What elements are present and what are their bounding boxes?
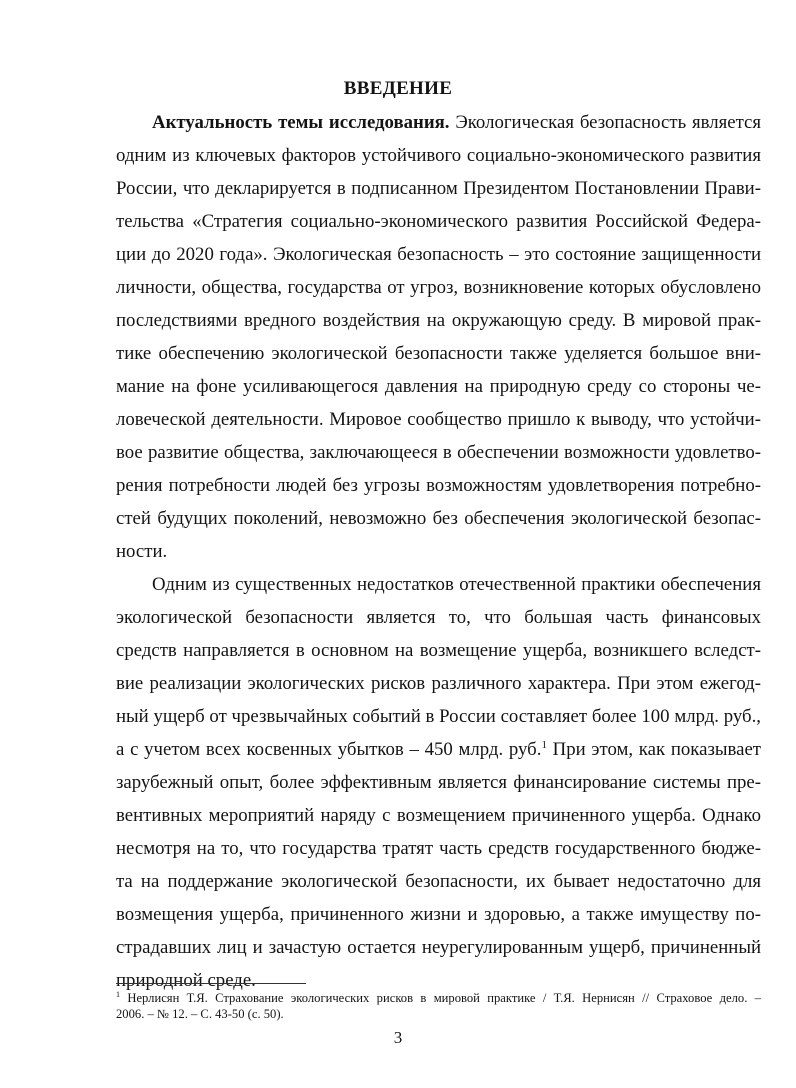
footnote-line-1: [116, 990, 761, 1006]
paragraph-1-line-13: стей будущих поколений, невозможно без обеспечения экологической безопас-: [116, 508, 761, 529]
paragraph-text: а с учетом всех косвенных убытков – 450 млрд. руб.: [116, 739, 542, 760]
section-heading: ВВЕДЕНИЕ: [343, 78, 453, 99]
footnote-divider: [116, 983, 306, 984]
paragraph-2-line-4: вие реализации экологических рисков различного характера. При этом ежегод-: [116, 673, 761, 694]
paragraph-1-line-4: тельства «Стратегия социально-экономического развития Российской Федера-: [116, 211, 761, 232]
paragraph-1-line-6: личности, общества, государства от угроз, возникновение которых обусловлено: [116, 277, 761, 298]
paragraph-1-line-5: ции до 2020 года». Экологическая безопасность – это состояние защищенности: [116, 244, 761, 265]
paragraph-1-line-14: ности.: [116, 541, 168, 562]
footnote-line-2: 2006. – № 12. – С. 43-50 (с. 50).: [116, 1007, 284, 1021]
paragraph-1-line-9: мание на фоне усиливающегося давления на природную среду со стороны че-: [116, 376, 761, 397]
paragraph-2-line-6: [116, 738, 761, 762]
paragraph-1-line-8: тике обеспечению экологической безопасности также уделяется большое вни-: [116, 343, 761, 364]
paragraph-1-line-11: вое развитие общества, заключающееся в обеспечении возможности удовлетво-: [116, 442, 761, 463]
paragraph-lead: Актуальность темы исследования.: [152, 112, 450, 133]
paragraph-1-line-12: рения потребности людей без угрозы возможностям удовлетворения потребно-: [116, 475, 761, 496]
paragraph-2-line-10: та на поддержание экологической безопасности, их бывает недостаточно для: [116, 871, 761, 892]
paragraph-2-line-2: экологической безопасности является то, что большая часть финансовых: [116, 607, 761, 628]
paragraph-2-line-13: природной среде.: [116, 970, 256, 991]
paragraph-1-line-1: [152, 111, 761, 135]
footnote-marker: 1: [116, 990, 120, 999]
paragraph-1-line-10: ловеческой деятельности. Мировое сообщество пришло к выводу, что устойчи-: [116, 409, 761, 430]
paragraph-2-line-5: ный ущерб от чрезвычайных событий в России составляет более 100 млрд. руб.,: [116, 706, 761, 727]
paragraph-2-line-8: вентивных мероприятий наряду с возмещением причиненного ущерба. Однако: [116, 805, 761, 826]
paragraph-text: Экологическая безопасность является: [449, 112, 761, 133]
footnote-reference[interactable]: 1: [541, 739, 547, 751]
paragraph-2-line-9: несмотря на то, что государства тратят часть средств государственного бюдже-: [116, 838, 761, 859]
page-number: 3: [393, 1028, 403, 1047]
paragraph-1-line-2: одним из ключевых факторов устойчивого социально-экономического развития: [116, 145, 761, 166]
paragraph-1-line-3: России, что декларируется в подписанном Президентом Постановлении Прави-: [116, 178, 761, 199]
paragraph-2-line-11: возмещения ущерба, причиненного жизни и здоровью, а также имуществу по-: [116, 904, 761, 925]
footnote-text: Нерлисян Т.Я. Страхование экологических рисков в мировой практике / Т.Я. Нернисян // Страховое дело. –: [120, 991, 761, 1005]
paragraph-text-tail: При этом, как показывает: [546, 739, 761, 760]
paragraph-1-line-7: последствиями вредного воздействия на окружающую среду. В мировой прак-: [116, 310, 761, 331]
paragraph-2-line-7: зарубежный опыт, более эффективным является финансирование системы пре-: [116, 772, 761, 793]
paragraph-2-line-1: Одним из существенных недостатков отечественной практики обеспечения: [152, 574, 761, 595]
paragraph-2-line-3: средств направляется в основном на возмещение ущерба, возникшего вследст-: [116, 640, 761, 661]
paragraph-2-line-12: страдавших лиц и зачастую остается неурегулированным ущерб, причиненный: [116, 937, 761, 958]
